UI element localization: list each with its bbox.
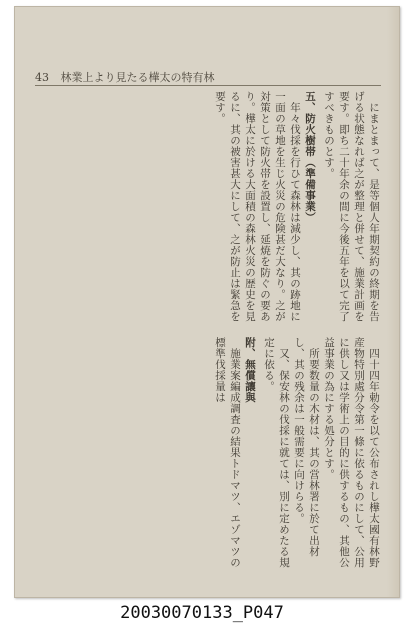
- page-edge-shadow: [387, 7, 399, 597]
- header-rule: [35, 85, 381, 86]
- top-text-block: [35, 91, 381, 327]
- paragraph: 又、保安林の伐採に就ては、別に定めたる規定に依る。: [263, 337, 290, 568]
- paragraph: 四十四年勅令を以て公布されし樺太國有林野産物特別處分令第一條に依るものにして、公用に供し又は学術上の目的に供するもの、其他公益事業の為にする処分とす。: [323, 337, 380, 568]
- section-heading: 附、無償讓與: [244, 337, 256, 403]
- bottom-text-block: [35, 337, 381, 573]
- image-caption: 20030070133_P047: [120, 603, 284, 623]
- text-columns: [35, 91, 381, 573]
- page-content: [35, 25, 381, 573]
- paragraph: 年々伐採を行ひて森林は減少し、其の跡地に一面の草地を生じ火災の危険甚だ大なり。之が対策として防火帯を設置し、延焼を防ぐの要あり。樺太に於ける大面積の森林火災の歴史を見るに、其の被害甚大にして、之が防止は緊急を要す。: [214, 91, 301, 322]
- section-heading: 五、防火樹帯（準備事業）: [304, 91, 316, 223]
- paragraph: にまとまって、是等個人年期契約の終期を告げる状態なれば之が整理と併せて、施業計画を要す。即ち二十年余の間に今後五年を以て完了すべきものとす。: [323, 91, 380, 322]
- paragraph: 施業案編成調査の結果トドマツ、エゾマツの標準伐採量は: [214, 337, 241, 568]
- paragraph: 所要数量の木材は、其の営林署に於て出材し、其の残余は一般需要に向けらる。: [293, 337, 320, 557]
- book-page: [14, 6, 400, 598]
- page-number: 43: [35, 71, 49, 84]
- running-title: 林業上より見たる樺太の特有林: [60, 71, 215, 84]
- page-header: [35, 69, 245, 85]
